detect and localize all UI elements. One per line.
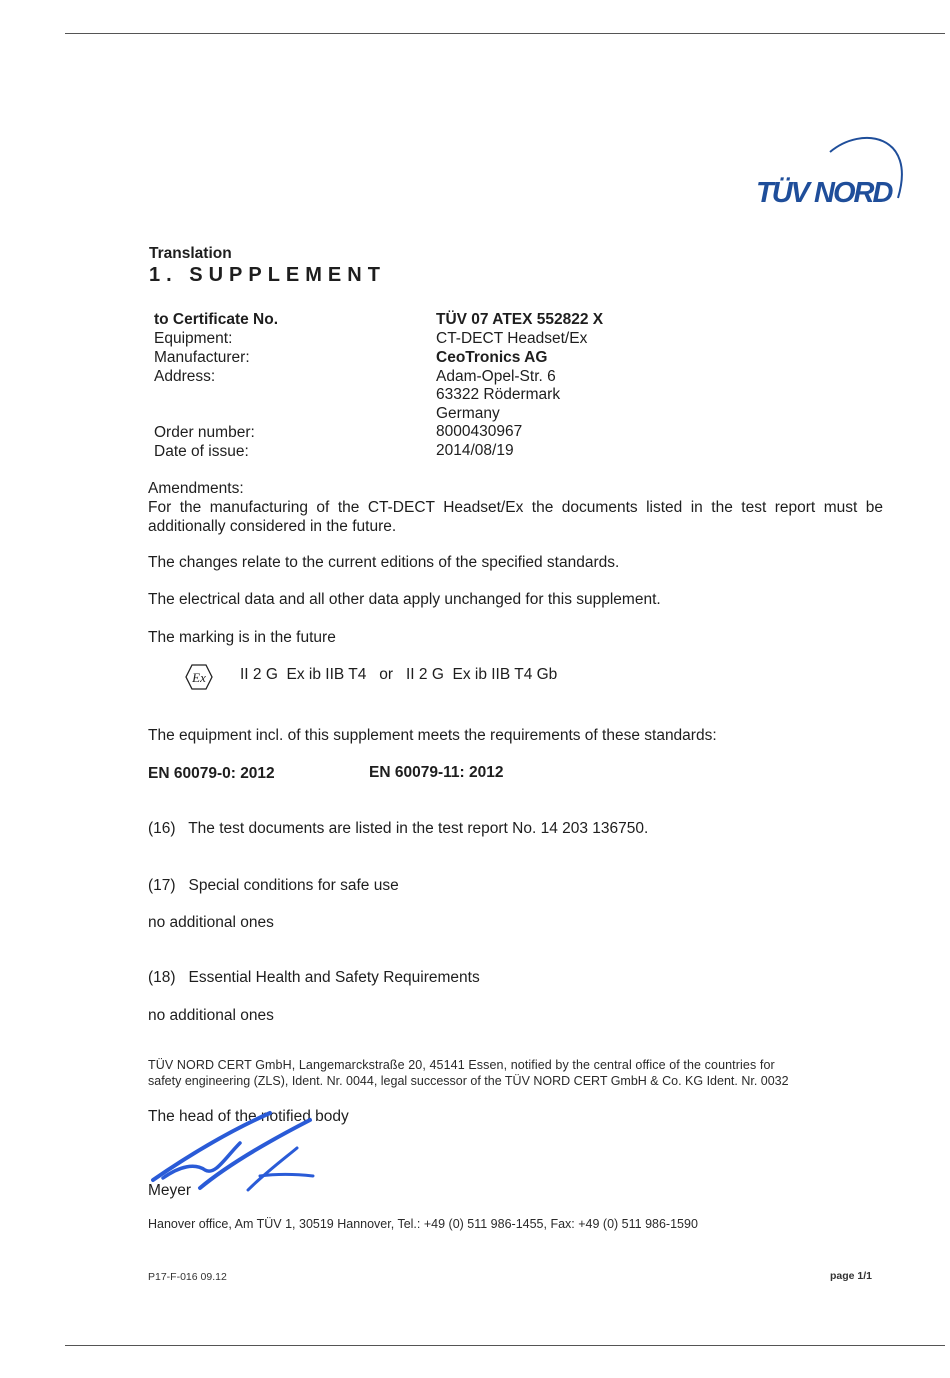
standard-en-60079-11: EN 60079-11: 2012 bbox=[369, 764, 504, 781]
electrical-data-paragraph: The electrical data and all other data apply unchanged for this supplement. bbox=[148, 591, 661, 608]
translation-label: Translation bbox=[149, 245, 232, 262]
item-17-heading: (17) Special conditions for safe use bbox=[148, 877, 399, 894]
marking-line: II 2 G Ex ib IIB T4 or II 2 G Ex ib IIB T4 Gb bbox=[240, 666, 558, 683]
amendments-label: Amendments: bbox=[148, 480, 244, 497]
ex-hexagon-icon bbox=[184, 662, 214, 692]
item-18-heading: (18) Essential Health and Safety Requirements bbox=[148, 969, 480, 986]
notified-body-notice: TÜV NORD CERT GmbH, Langemarckstraße 20, 45141 Essen, notified by the central office of the countries for bbox=[148, 1058, 775, 1072]
address-line: 63322 Rödermark bbox=[436, 386, 561, 403]
item-17-text: no additional ones bbox=[148, 914, 274, 931]
svg-text:Ex: Ex bbox=[192, 670, 206, 685]
item-18-text: no additional ones bbox=[148, 1007, 274, 1024]
changes-paragraph: The changes relate to the current editions of the specified standards. bbox=[148, 554, 620, 571]
date-of-issue-value: 2014/08/19 bbox=[436, 442, 514, 459]
manufacturer-label: Manufacturer: bbox=[154, 349, 250, 366]
item-16: (16) The test documents are listed in the test report No. 14 203 136750. bbox=[148, 820, 649, 837]
hanover-office-info: Hanover office, Am TÜV 1, 30519 Hannover, Tel.: +49 (0) 511 986-1455, Fax: +49 (0) 511 986-1590 bbox=[148, 1217, 698, 1231]
address-line: Adam-Opel-Str. 6 bbox=[436, 368, 556, 385]
date-of-issue-label: Date of issue: bbox=[154, 443, 249, 460]
certificate-number: TÜV 07 ATEX 552822 X bbox=[436, 311, 604, 328]
amendments-text: For the manufacturing of the CT-DECT Headset/Ex the documents listed in the test report must be additionally considered in the future. bbox=[148, 499, 883, 535]
document-title: 1. SUPPLEMENT bbox=[149, 264, 386, 286]
order-number-label: Order number: bbox=[154, 424, 255, 441]
manufacturer-value: CeoTronics AG bbox=[436, 349, 548, 366]
page-number: page 1/1 bbox=[830, 1270, 873, 1282]
address-label: Address: bbox=[154, 368, 216, 385]
certificate-label: to Certificate No. bbox=[154, 311, 279, 328]
standards-intro: The equipment incl. of this supplement meets the requirements of these standards: bbox=[148, 727, 717, 744]
order-number-value: 8000430967 bbox=[436, 423, 523, 440]
form-code: P17-F-016 09.12 bbox=[148, 1271, 227, 1283]
head-of-body-label: The head of the notified body bbox=[148, 1108, 349, 1125]
signer-name: Meyer bbox=[148, 1182, 192, 1199]
address-line: Germany bbox=[436, 405, 500, 422]
svg-text:TÜV NORD: TÜV NORD bbox=[756, 177, 892, 209]
standard-en-60079-0: EN 60079-0: 2012 bbox=[148, 765, 275, 782]
bottom-rule bbox=[65, 1345, 945, 1346]
notified-body-notice-2: safety engineering (ZLS), Ident. Nr. 0044, legal successor of the TÜV NORD CERT GmbH & Co. KG Ident. Nr. 0032 bbox=[148, 1074, 789, 1088]
equipment-label: Equipment: bbox=[154, 330, 233, 347]
equipment-value: CT-DECT Headset/Ex bbox=[436, 330, 588, 347]
tuv-nord-logo bbox=[752, 130, 912, 210]
top-rule bbox=[65, 33, 945, 34]
marking-intro: The marking is in the future bbox=[148, 629, 336, 646]
